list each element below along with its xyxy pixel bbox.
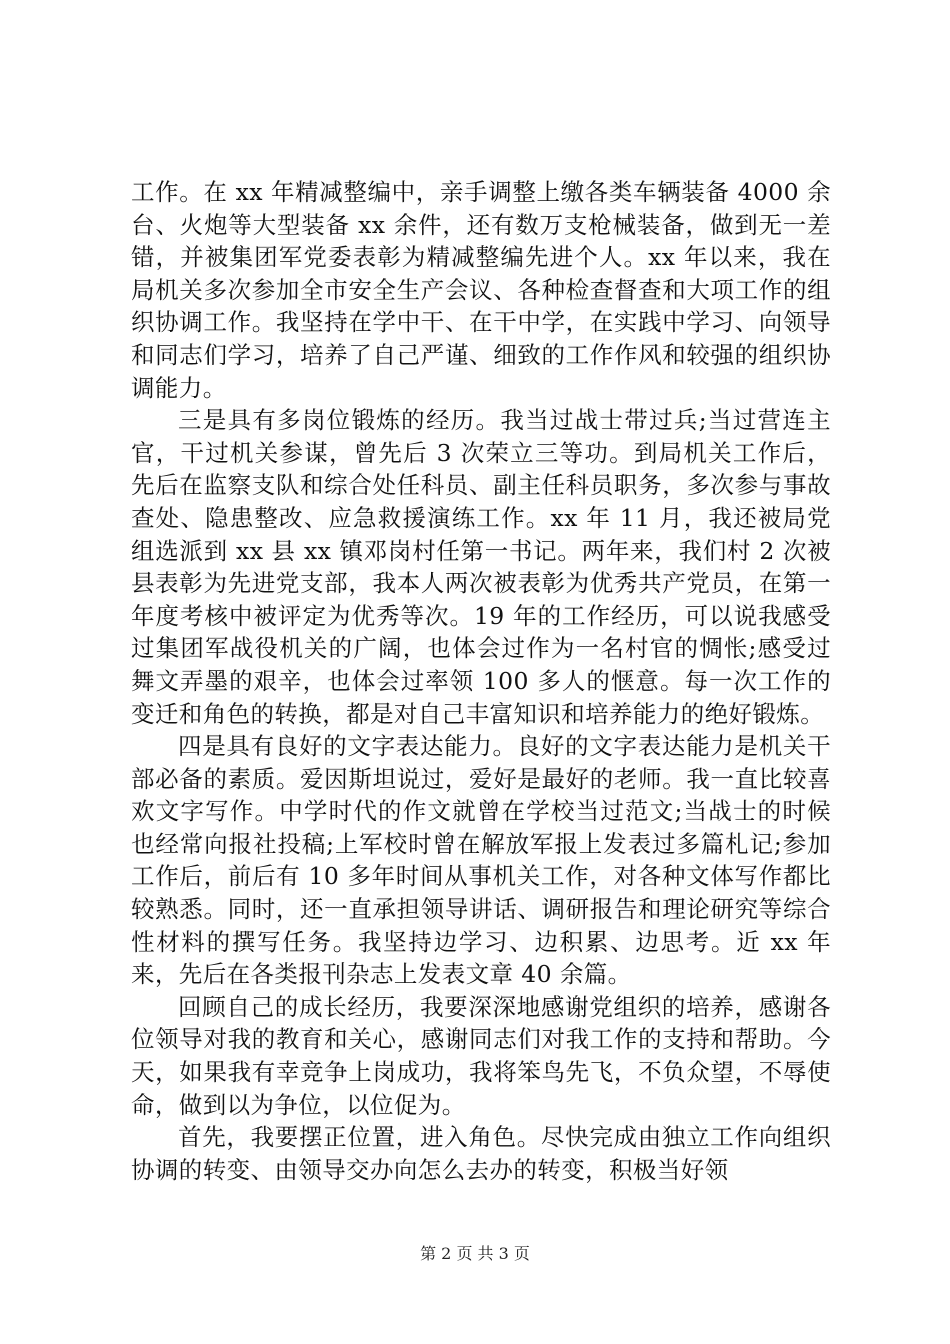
paragraph-2: 三是具有多岗位锻炼的经历。我当过战士带过兵;当过营连主官，干过机关参谋，曾先后 3 次荣立三等功。到局机关工作后，先后在监察支队和综合处任科员、副主任科员职务，多次参与事故查处、隐患整改、应急救援演练工作。xx 年 11 月，我还被局党组选派到 xx 县 xx 镇邓岗村任第一书记。两年来，我们村 2 次被县表彰为先进党支部，我本人两次被表彰为优秀共产党员，在第一年度考核中被评定为优秀等次。19 年的工作经历，可以说我感受过集团军战役机关的广阔，也体会过作为一名村官的惆怅;感受过舞文弄墨的艰辛，也体会过率领 100 多人的惬意。每一次工作的变迁和角色的转换，都是对自己丰富知识和培养能力的绝好锻炼。	[131, 406, 831, 728]
paragraph-1: 工作。在 xx 年精减整编中，亲手调整上缴各类车辆装备 4000 余台、火炮等大型装备 xx 余件，还有数万支枪械装备，做到无一差错，并被集团军党委表彰为精减整编先进个人。xx 年以来，我在局机关多次参加全市安全生产会议、各种检查督查和大项工作的组织协调工作。我坚持在学中干、在干中学，在实践中学习、向领导和同志们学习，培养了自己严谨、细致的工作作风和较强的组织协调能力。	[131, 178, 831, 402]
paragraph-5: 首先，我要摆正位置，进入角色。尽快完成由独立工作向组织协调的转变、由领导交办向怎么去办的转变，积极当好领	[131, 1123, 831, 1184]
page-footer	[0, 1244, 950, 1264]
page-number-label: 第 2 页 共 3 页	[420, 1244, 530, 1263]
document-body	[131, 176, 831, 1186]
paragraph-4: 回顾自己的成长经历，我要深深地感谢党组织的培养，感谢各位领导对我的教育和关心，感谢同志们对我工作的支持和帮助。今天，如果我有幸竞争上岗成功，我将笨鸟先飞，不负众望，不辱使命，做到以为争位，以位促为。	[131, 992, 831, 1119]
paragraph-3: 四是具有良好的文字表达能力。良好的文字表达能力是机关干部必备的素质。爱因斯坦说过，爱好是最好的老师。我一直比较喜欢文字写作。中学时代的作文就曾在学校当过范文;当战士的时候也经常向报社投稿;上军校时曾在解放军报上发表过多篇札记;参加工作后，前后有 10 多年时间从事机关工作，对各种文体写作都比较熟悉。同时，还一直承担领导讲话、调研报告和理论研究等综合性材料的撰写任务。我坚持边学习、边积累、边思考。近 xx 年来，先后在各类报刊杂志上发表文章 40 余篇。	[131, 732, 831, 989]
